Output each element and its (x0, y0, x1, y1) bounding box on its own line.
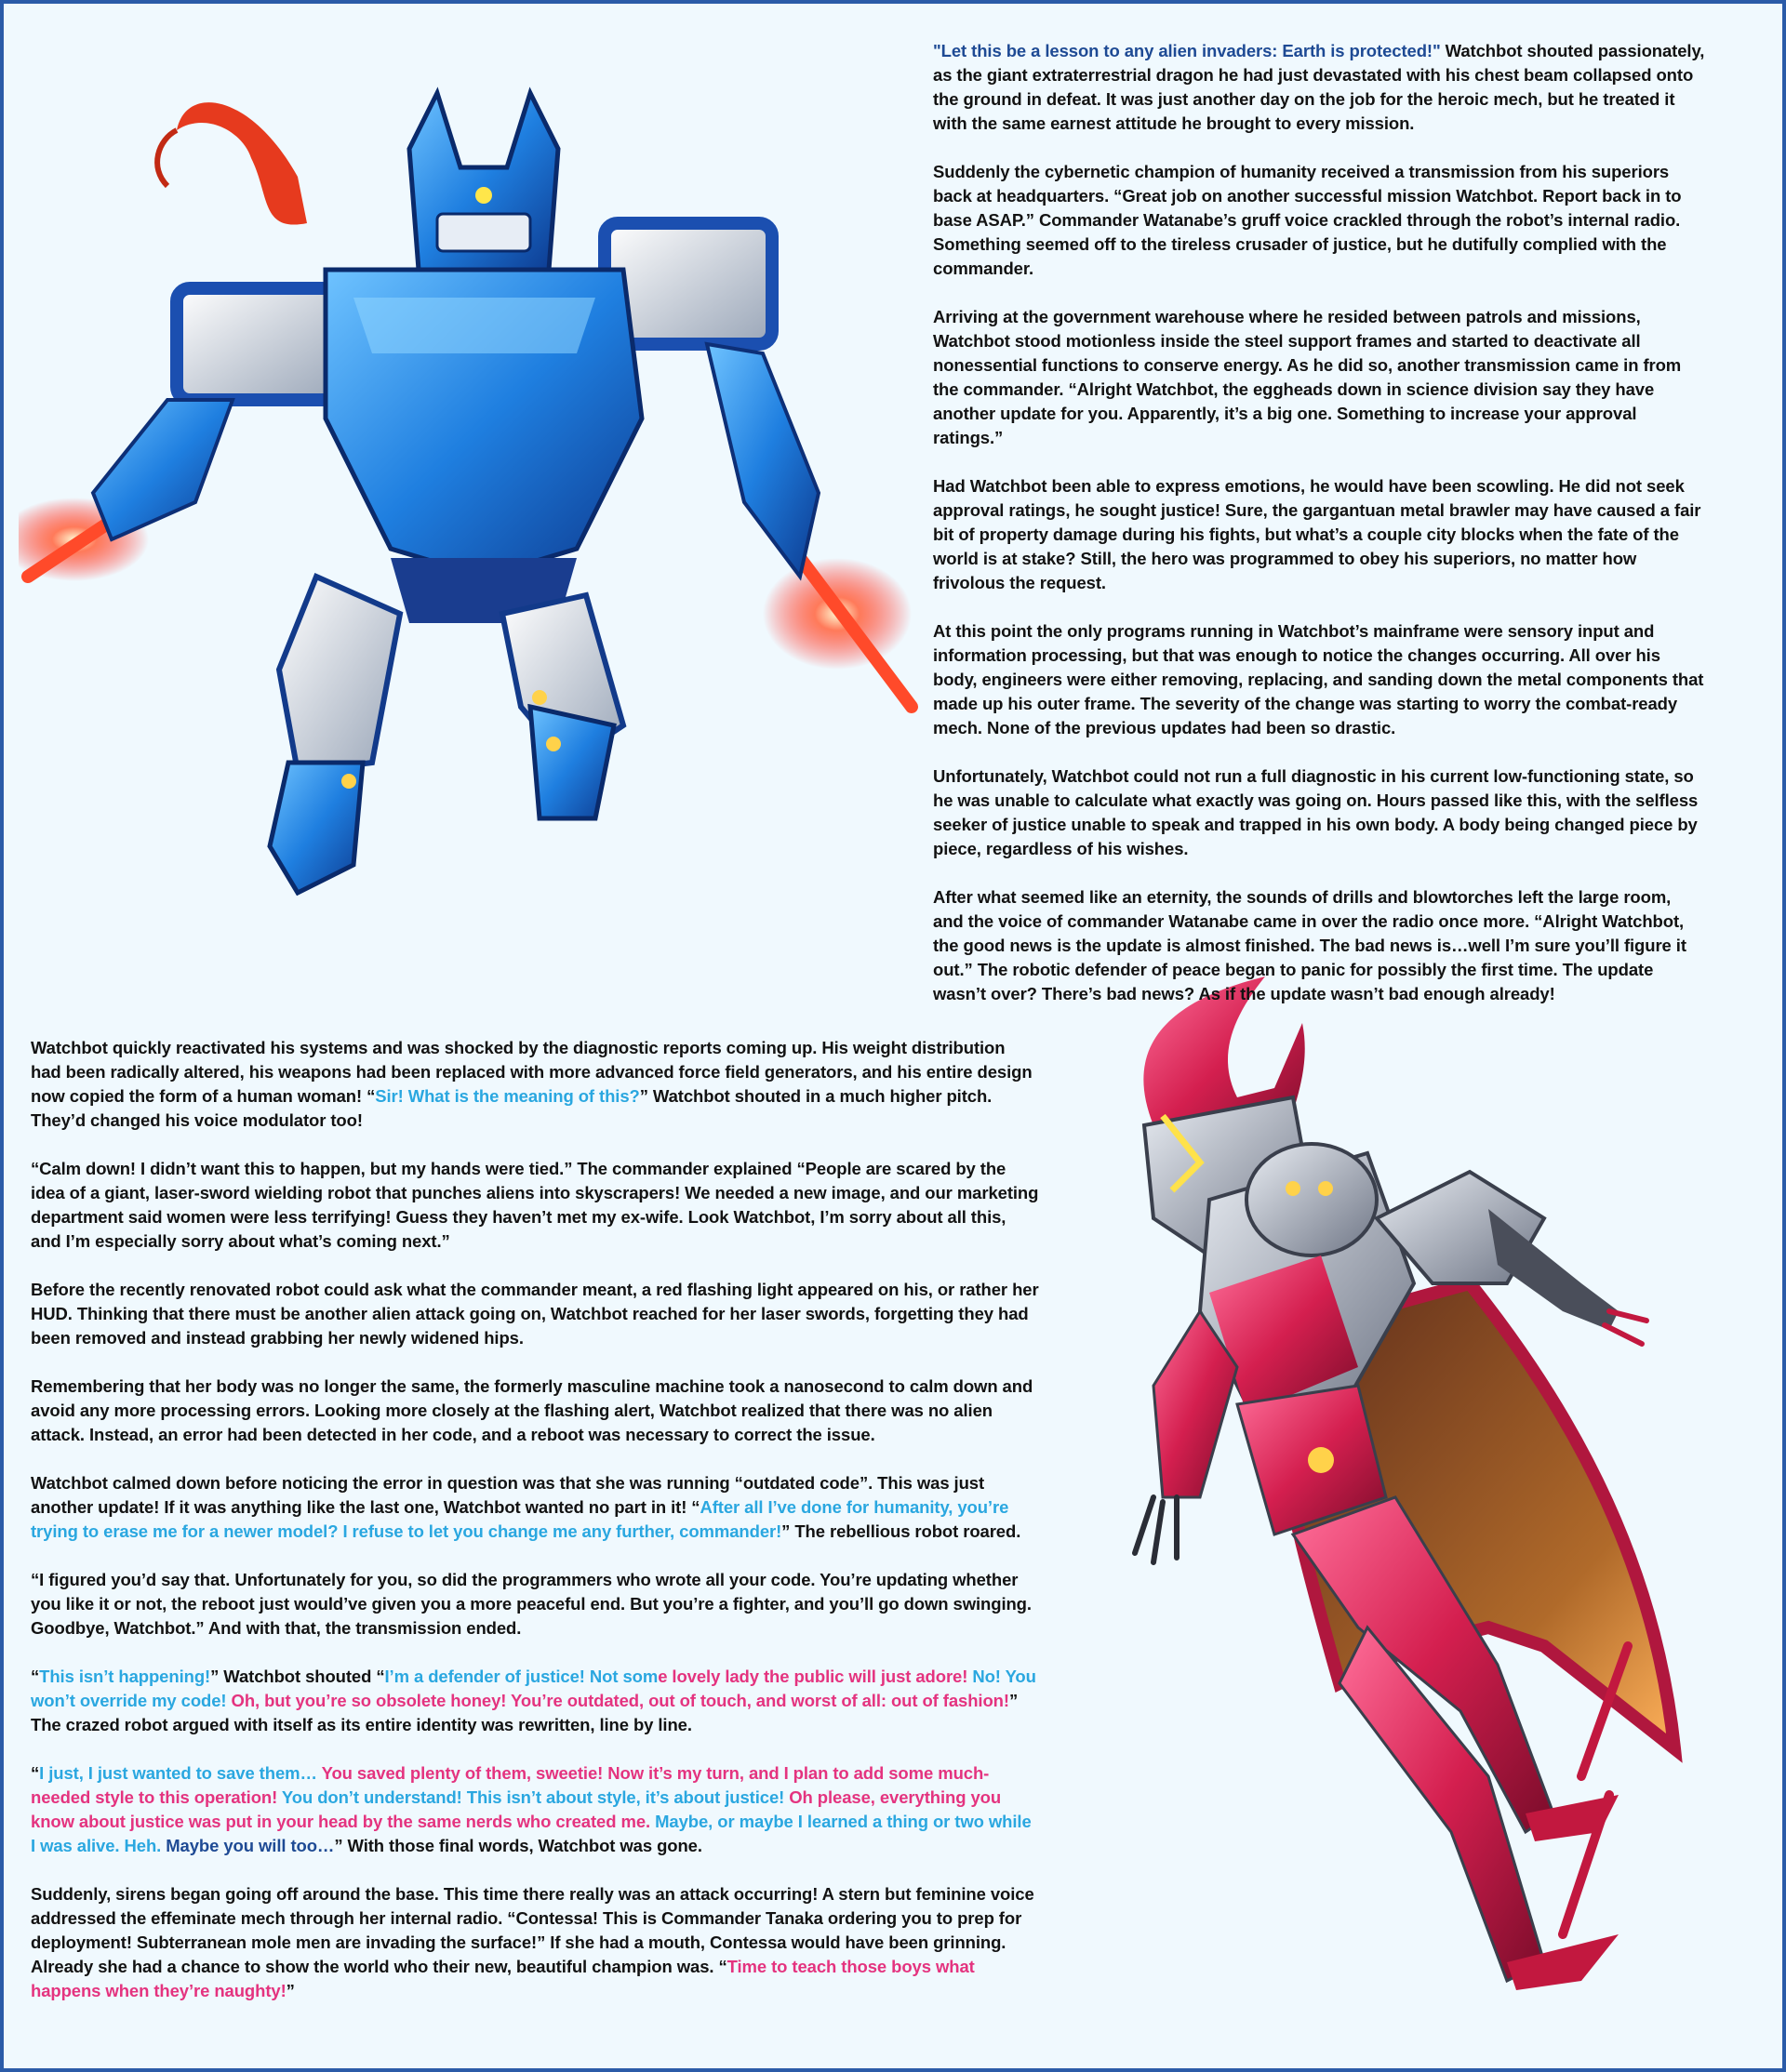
narration-text: Had Watchbot been able to express emotions, he would have been scowling. He did not seek approval ratings, he sought justice! Sure, the gargantuan metal brawler may have caused a fair bit of property damage during his fights, but what’s a couple city blocks when the fate of the world is at stake? Still, the hero was programmed to obey his superiors, no matter how frivolous the request. (933, 476, 1701, 592)
narration-text: Watchbot shouted passionately, as the giant extraterrestrial dragon he had just devastated with his chest beam collapsed onto the ground in defeat. It was just another day on the job for the heroic mech, but he treated it with the same earnest attitude he brought to every mission. (933, 41, 1705, 133)
narration-text: “I figured you’d say that. Unfortunately for you, so did the programmers who wrote all your code. You’re updating whether you like it or not, the reboot just would’ve given you a more peaceful end. But you’re a fighter, and you’ll go down swinging. Goodbye, Watchbot.” And with that, the transmission ended. (31, 1570, 1032, 1638)
story-paragraph (31, 1882, 1040, 2003)
narration-text: “ (31, 1667, 40, 1686)
right-arm (707, 344, 819, 577)
dialogue-cyan: Maybe, or maybe I learned a thing or two while I was alive. Heh. (31, 1812, 1032, 1855)
story-paragraph (933, 160, 1705, 281)
narration-text: “ (31, 1763, 40, 1783)
narration-text: At this point the only programs running in Watchbot’s mainframe were sensory input and information processing, but that was enough to notice the changes occurring. All over his body, engineers were either removing, replacing, and sanding down the metal components that made up his outer frame. The severity of the change was starting to worry the combat-ready mech. None of the previous updates had been so drastic. (933, 621, 1704, 737)
story-paragraph (31, 1157, 1040, 1254)
dialogue-pink: e lovely lady the public will just adore! (658, 1667, 968, 1686)
story-paragraph (933, 764, 1705, 861)
story-paragraph (933, 885, 1705, 1006)
left-shoulder (177, 288, 344, 400)
narration-text: ” Watchbot shouted in a much higher pitch. They’d changed his voice modulator too! (31, 1086, 993, 1130)
dialogue-cyan: You don’t understand! This isn’t about style, it’s about justice! (277, 1787, 785, 1807)
left-leg (279, 577, 400, 772)
story-paragraph (31, 1761, 1040, 1858)
dialogue-navy: "Let this be a lesson to any alien invaders: Earth is protected!" (933, 41, 1441, 60)
dialogue-pink: You saved plenty of them, sweetie! Now it’s my turn, and I plan to add some much-needed style to this operation! (31, 1763, 990, 1807)
story-paragraph (31, 1568, 1040, 1640)
narration-text: ” With those final words, Watchbot was gone. (334, 1836, 702, 1855)
dialogue-cyan: This isn’t happening! (39, 1667, 211, 1686)
narration-text: Remembering that her body was no longer the same, the formerly masculine machine took a nanosecond to calm down and avoid any more processing errors. Looking more closely at the flashing alert, Watchbot realized that there was no alien attack. Instead, an error had been detected in her code, and a reboot was necessary to correct the issue. (31, 1376, 1033, 1444)
narration-text: Arriving at the government warehouse where he resided between patrols and missions, Watchbot stood motionless inside the steel support frames and started to deactivate all nonessential functions to conserve energy. As he did so, another transmission came in from the commander. “Alright Watchbot, the eggheads down in science division say they have another update for you. Apparently, it’s a big one. Something to increase your approval ratings.” (933, 307, 1682, 447)
dialogue-cyan: I just, I just wanted to save them… (39, 1763, 317, 1783)
narration-text: ” (286, 1981, 295, 2000)
narration-text: Watchbot quickly reactivated his systems and was shocked by the diagnostic reports coming up. His weight distribution had been radically altered, his weapons had been replaced with more advanced force field generators, and his entire design now copied the form of a human woman! “ (31, 1038, 1033, 1106)
dialogue-cyan: Sir! What is the meaning of this? (375, 1086, 640, 1106)
dialogue-pink: Oh, but you’re so obsolete honey! You’re outdated, out of touch, and worst of all: out of fashion! (226, 1691, 1009, 1710)
watchbot-illustration (19, 56, 930, 949)
contessa-illustration (1060, 976, 1767, 2046)
story-paragraph (933, 305, 1705, 450)
dialogue-pink: Time to teach those boys what happens when they’re naughty! (31, 1957, 975, 2000)
narration-text: Suddenly the cybernetic champion of humanity received a transmission from his superiors back at headquarters. “Great job on another successful mission Watchbot. Report back in to base ASAP.” Commander Watanabe’s gruff voice crackled through the robot’s internal radio. Something seemed off to the tireless crusader of justice, but he dutifully complied with the commander. (933, 162, 1682, 278)
story-text-bottom (31, 1036, 1040, 2003)
dialogue-cyan: I’m a defender of justice! Not som (384, 1667, 659, 1686)
dialogue-cyan: After all I’ve done for humanity, you’re trying to erase me for a newer model? I refuse to let you change me any further, commander! (31, 1497, 1009, 1541)
narration-text: “Calm down! I didn’t want this to happen, but my hands were tied.” The commander explained “People are scared by the idea of a giant, laser-sword wielding robot that punches aliens into skyscrapers! We needed a new image, and our marketing department said women were less terrifying! Guess they haven’t met my ex-wife. Look Watchbot, I’m sorry about all this, and I’m especially sorry about what’s coming next.” (31, 1159, 1039, 1251)
narration-text: ” The rebellious robot roared. (781, 1521, 1021, 1541)
story-paragraph (31, 1036, 1040, 1133)
story-paragraph (933, 39, 1705, 136)
dialogue-pink: Oh please, everything you know about justice was put in your head by the same nerds who created me. (31, 1787, 1002, 1831)
narration-text: Before the recently renovated robot could ask what the commander meant, a red flashing light appeared on his, or rather her HUD. Thinking that there must be another alien attack going on, Watchbot reached for her laser swords, forgetting they had been removed and instead grabbing her newly widened hips. (31, 1280, 1039, 1348)
dialogue-navy: Maybe you will too… (161, 1836, 335, 1855)
narration-text: Unfortunately, Watchbot could not run a full diagnostic in his current low-functioning state, so he was unable to calculate what exactly was going on. Hours passed like this, with the selfless seeker of justice unable to speak and trapped in his own body. A body being changed piece by piece, regardless of his wishes. (933, 766, 1699, 858)
story-paragraph (933, 619, 1705, 740)
story-paragraph (31, 1471, 1040, 1544)
narration-text: Watchbot calmed down before noticing the error in question was that she was running “outdated code”. This was just another update! If it was anything like the last one, Watchbot wanted no part in it! “ (31, 1473, 985, 1517)
left-arm (93, 400, 233, 539)
narration-text: Suddenly, sirens began going off around the base. This time there really was an attack occurring! A stern but feminine voice addressed the effeminate mech through her internal radio. “Contessa! This is Commander Tanaka ordering you to prep for deployment! Subterranean mole men are invading the surface!” If she had a mouth, Contessa would have been grinning. Already she had a chance to show the world who their new, beautiful champion was. “ (31, 1884, 1034, 1976)
dialogue-cyan: No! You won’t override my code! (31, 1667, 1036, 1710)
cape (177, 102, 307, 224)
story-paragraph (933, 474, 1705, 595)
narration-text: ” Watchbot shouted “ (210, 1667, 385, 1686)
story-paragraph (31, 1665, 1040, 1737)
story-paragraph (31, 1375, 1040, 1447)
story-text-top (933, 39, 1705, 1006)
narration-text: ” The crazed robot argued with itself as its entire identity was rewritten, line by line. (31, 1691, 1019, 1734)
story-paragraph (31, 1278, 1040, 1350)
narration-text: After what seemed like an eternity, the sounds of drills and blowtorches left the large room, and the voice of commander Watanabe came in over the radio once more. “Alright Watchbot, the good news is the update is almost finished. The bad news is…well I’m sure you’ll figure it out.” The robotic defender of peace began to panic for possibly the first time. The update wasn’t over? There’s bad news? As if the update wasn’t bad enough already! (933, 887, 1686, 1003)
